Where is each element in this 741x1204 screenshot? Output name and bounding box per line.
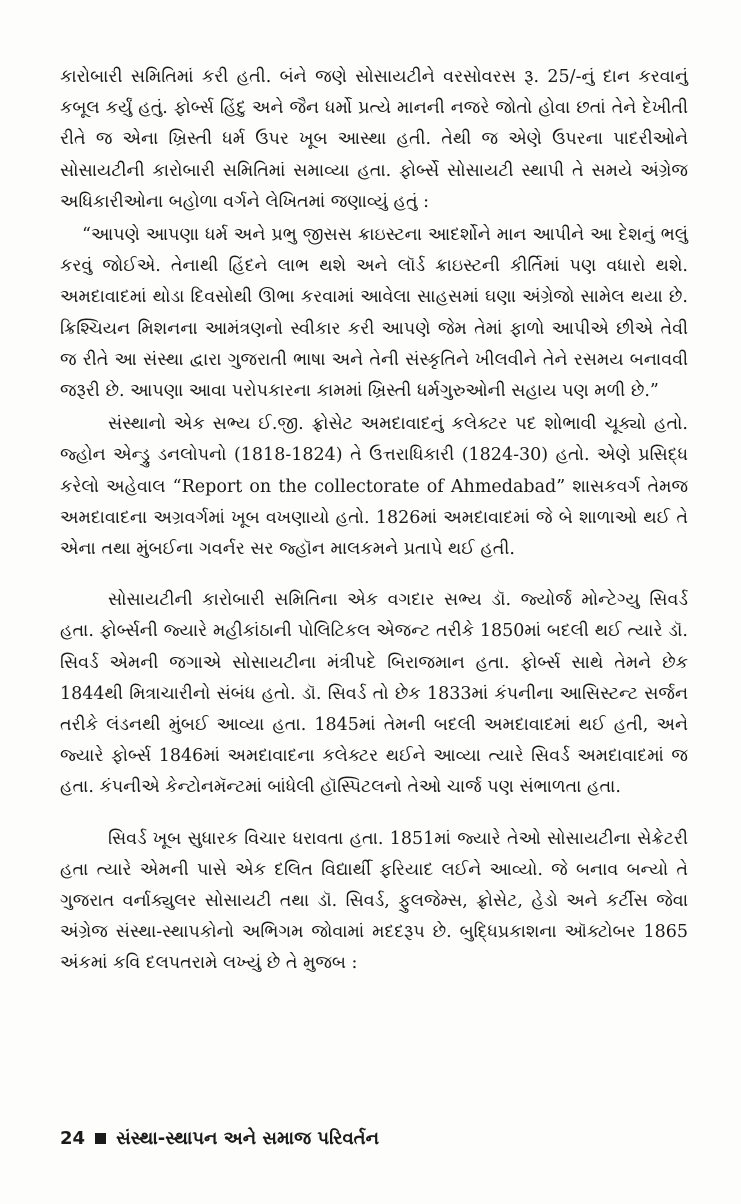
running-title: સંસ્થા-સ્થાપન અને સમાજ પરિવર્તન [116, 1128, 379, 1149]
quoted-letter: “આપણે આપણા ધર્મ અને પ્રભુ જીસસ ક્રાઇસ્ટના આદર્શોને માન આપીને આ દેશનું ભલું કરવું જોઈએ. તેનાથી હિંદને લાભ થશે અને લૉર્ડ ક્રાઇસ્ટની કીર્તિમાં પણ વધારો થશે. અમદાવાદમાં થોડા દિવસોથી ઊભા કરવામાં આવેલા સાહસમાં ઘણા અંગ્રેજો સામેલ થયા છે. ક્રિશ્ચિયન મિશનના આમંત્રણનો સ્વીકાર કરી આપણે જેમ તેમાં ફાળો આપીએ છીએ તેવી જ રીતે આ સંસ્થા દ્વારા ગુજરાતી ભાષા અને તેની સંસ્કૃતિને ખીલવીને તેને રસમય બનાવવી જરૂરી છે. આપણા આવા પરોપકારના કામમાં ખ્રિસ્તી ધર્મગુરુઓની સહાય પણ મળી છે.” [60, 225, 688, 402]
paragraph-fawcett: સંસ્થાનો એક સભ્ય ઈ.જી. ફ્રોસેટ અમદાવાદનું કલેક્ટર પદ શોભાવી ચૂક્યો હતો. જ્હોન એન્ડ્રુ ડનલોપનો (1818-1824) તે ઉત્તરાધિકારી (1824-30) હતો. એણે પ્રસિદ્ધ કરેલો અહેવાલ “Report on the collectorate of Ahmedabad” શાસકવર્ગ તેમજ અમદાવાદના અગ્રવર્ગમાં ખૂબ વખણાયો હતો. 1826માં અમદાવાદમાં જે બે શાળાઓ થઈ તે એના તથા મુંબઈના ગવર્નર સર જ્હૉન માલકમને પ્રતાપે થઈ હતી. [60, 414, 688, 560]
paragraph-society-committee: કારોબારી સમિતિમાં કરી હતી. બંને જણે સોસાયટીને વરસોવરસ રૂ. 25/-નું દાન કરવાનું કબૂલ કર્યું હતું. ફોર્બ્સ હિંદુ અને જૈન ધર્મો પ્રત્યે માનની નજરે જોતો હોવા છતાં તેને દેખીતી રીતે જ એના ખ્રિસ્તી ધર્મ ઉપર ખૂબ આસ્થા હતી. તેથી જ એણે ઉપરના પાદરીઓને સોસાયટીની કારોબારી સમિતિમાં સમાવ્યા હતા. ફોર્બ્સે સોસાયટી સ્થાપી તે સમયે અંગ્રેજ અધિકારીઓના બહોળા વર્ગને લેખિતમાં જણાવ્યું હતું : [60, 67, 688, 212]
body-text [60, 62, 688, 980]
paragraph-reformer: સિવર્ડ ખૂબ સુધારક વિચાર ધરાવતા હતા. 1851માં જ્યારે તેઓ સોસાયટીના સેક્રેટરી હતા ત્યારે એમની પાસે એક દલિત વિદ્યાર્થી ફરિયાદ લઈને આવ્યો. જે બનાવ બન્યો તે ગુજરાત વર્નાક્યુલર સોસાયટી તથા ડૉ. સિવર્ડ, ફુલજેમ્સ, ફ્રોસેટ, હેડો અને કર્ટીસ જેવા અંગ્રેજ સંસ્થા-સ્થાપકોનો અભિગમ જોવામાં મદદરૂપ છે. બુદ્ધિપ્રકાશના ઑક્ટોબર 1865 અંકમાં કવિ દલપતરામે લખ્યું છે તે મુજબ : [60, 828, 688, 974]
square-bullet-icon [95, 1133, 106, 1144]
page-footer [60, 1128, 379, 1149]
paragraph-siward: સોસાયટીની કારોબારી સમિતિના એક વગદાર સભ્ય ડૉ. જ્યોર્જ મોન્ટેગ્યુ સિવર્ડ હતા. ફોર્બ્સની જ્યારે મહીકાંઠાની પોલિટિકલ એજન્ટ તરીકે 1850માં બદલી થઈ ત્યારે ડૉ. સિવર્ડ એમની જગાએ સોસાયટીના મંત્રીપદે બિરાજમાન હતા. ફોર્બ્સ સાથે તેમને છેક 1844થી મિત્રાચારીનો સંબંધ હતો. ડૉ. સિવર્ડ તો છેક 1833માં કંપનીના આસિસ્ટન્ટ સર્જન તરીકે લંડનથી મુંબઈ આવ્યા હતા. 1845માં તેમની બદલી અમદાવાદમાં થઈ હતી, અને જ્યારે ફોર્બ્સ 1846માં અમદાવાદના કલેક્ટર થઈને આવ્યા ત્યારે સિવર્ડ અમદાવાદમાં જ હતા. કંપનીએ કેન્ટોનમૅન્ટમાં બાંધેલી હૉસ્પિટલનો તેઓ ચાર્જ પણ સંભાળતા હતા. [60, 590, 688, 798]
page-number: 24 [60, 1128, 86, 1149]
